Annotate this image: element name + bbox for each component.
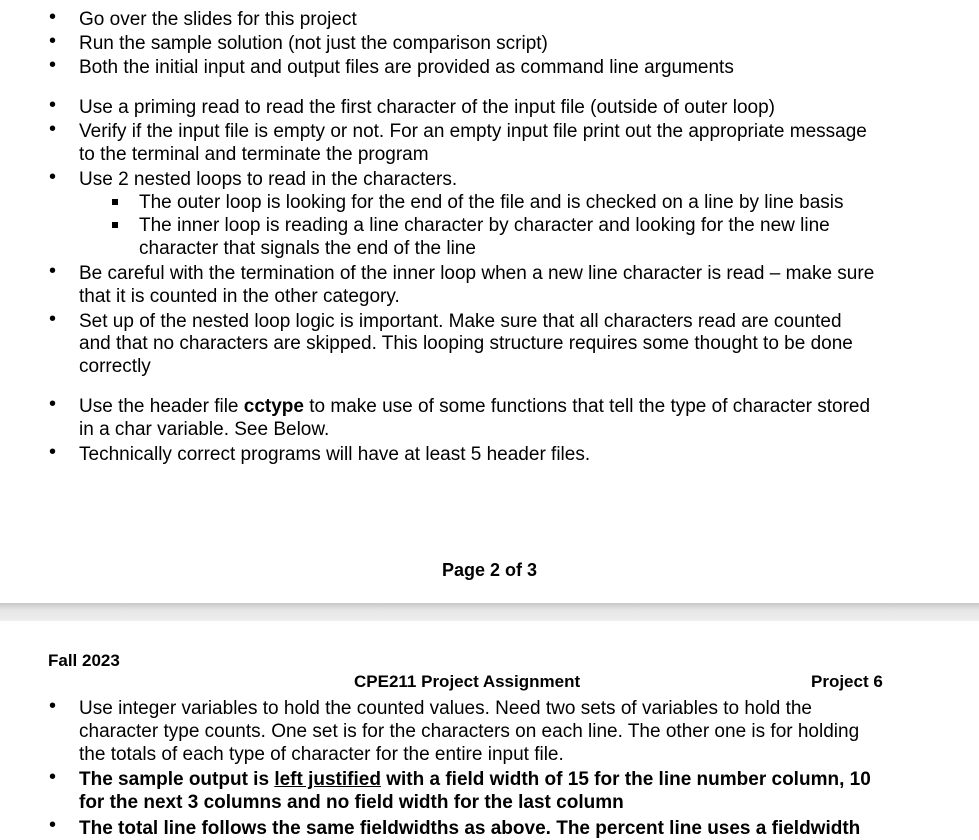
list-item-continuation: for the next 3 columns and no field width for the last column bbox=[79, 792, 624, 813]
list-item-continuation: in a char variable. See Below. bbox=[79, 419, 330, 440]
list-item: Use a priming read to read the first character of the input file (outside of outer loop) bbox=[79, 97, 775, 118]
list-item: Verify if the input file is empty or not. For an empty input file print out the appropriate message bbox=[79, 121, 867, 142]
bullet: • bbox=[49, 441, 57, 463]
list-item-partial: The total line follows the same fieldwidths as above. The percent line uses a fieldwidth bbox=[79, 818, 861, 839]
page-footer: Page 2 of 3 bbox=[441, 560, 538, 580]
sub-list-item: The inner loop is reading a line character by character and looking for the new line bbox=[139, 215, 830, 236]
list-item bbox=[79, 395, 959, 418]
list-item-continuation: the totals of each type of character for the entire input file. bbox=[79, 744, 564, 765]
underlined-text: left justified bbox=[274, 769, 381, 790]
list-item: Run the sample solution (not just the comparison script) bbox=[79, 33, 548, 54]
list-item-continuation: correctly bbox=[79, 356, 151, 377]
list-item-continuation: character type counts. One set is for the characters on each line. The other one is for holding bbox=[79, 721, 860, 742]
term-label: Fall 2023 bbox=[48, 651, 120, 670]
text: The sample output is bbox=[79, 769, 275, 790]
bullet: • bbox=[49, 695, 57, 717]
sub-list-item: The outer loop is looking for the end of the file and is checked on a line by line basis bbox=[139, 192, 844, 213]
list-item-continuation: to the terminal and terminate the program bbox=[79, 144, 429, 165]
bullet: • bbox=[49, 94, 57, 116]
sub-list-item-continuation: character that signals the end of the line bbox=[139, 238, 476, 259]
list-item: Be careful with the termination of the inner loop when a new line character is read – make sure bbox=[79, 263, 875, 284]
text: to make use of some functions that tell the type of character stored bbox=[303, 396, 871, 417]
bullet: • bbox=[49, 54, 57, 76]
list-item: Go over the slides for this project bbox=[79, 9, 357, 30]
list-item: Use 2 nested loops to read in the characters. bbox=[79, 169, 458, 190]
bullet: • bbox=[49, 30, 57, 52]
text: Use the header file bbox=[79, 396, 244, 417]
bullet: • bbox=[49, 6, 57, 28]
text: with a field width of 15 for the line number column, 10 bbox=[380, 769, 871, 790]
list-item: Set up of the nested loop logic is important. Make sure that all characters read are counted bbox=[79, 311, 842, 332]
doc-title: CPE211 Project Assignment bbox=[354, 672, 581, 691]
list-item bbox=[79, 768, 959, 791]
bullet: • bbox=[49, 260, 57, 282]
bullet: • bbox=[49, 308, 57, 330]
list-item: Technically correct programs will have at least 5 header files. bbox=[79, 444, 591, 465]
page-separator bbox=[0, 603, 979, 621]
list-item: Use integer variables to hold the counted values. Need two sets of variables to hold the bbox=[79, 698, 812, 719]
bullet: • bbox=[49, 766, 57, 788]
bullet: • bbox=[49, 166, 57, 188]
project-label: Project 6 bbox=[811, 672, 883, 691]
page-2 bbox=[0, 621, 979, 839]
bullet: • bbox=[49, 814, 57, 836]
list-item-continuation: that it is counted in the other category. bbox=[79, 286, 400, 307]
square-bullet bbox=[112, 199, 118, 205]
bullet: • bbox=[49, 118, 57, 140]
list-item: Both the initial input and output files are provided as command line arguments bbox=[79, 57, 734, 78]
list-item-continuation: and that no characters are skipped. This looping structure requires some thought to be done bbox=[79, 333, 853, 354]
bullet: • bbox=[49, 393, 57, 415]
square-bullet bbox=[112, 222, 118, 228]
keyword-cctype: cctype bbox=[243, 396, 304, 417]
